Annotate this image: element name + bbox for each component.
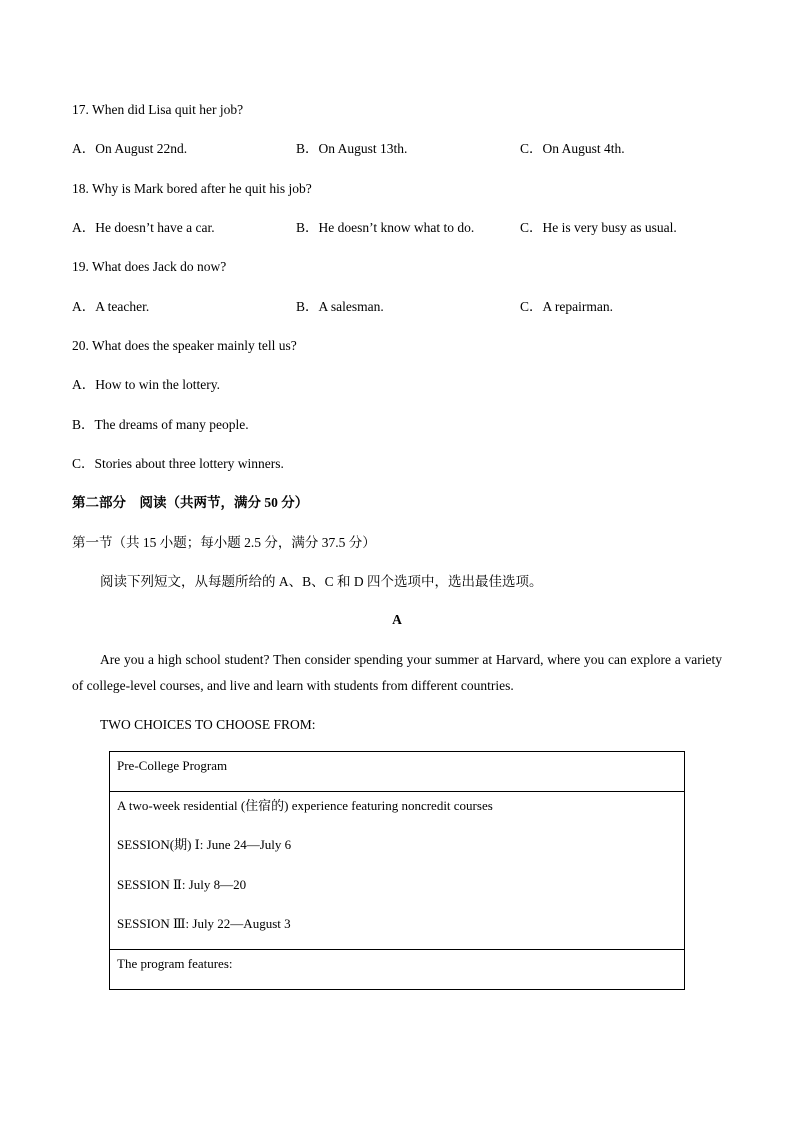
q17-option-a: A．On August 22nd.: [72, 141, 188, 156]
program-features: The program features:: [117, 956, 233, 971]
passage-intro: Are you a high school student? Then consider spending your summer at Harvard, where you can explore a variety of college-level courses, and live and learn with students from different countries.: [72, 652, 722, 693]
session-3: SESSION Ⅲ: July 22—August 3: [117, 916, 291, 931]
q20-option-b: B．The dreams of many people.: [72, 417, 249, 432]
q20-option-c: C．Stories about three lottery winners.: [72, 456, 284, 471]
q18-option-b: B．He doesn’t know what to do.: [296, 220, 475, 235]
q17-option-b: B．On August 13th.: [296, 141, 408, 156]
program-features-cell: [110, 950, 685, 990]
q18-option-c: C．He is very busy as usual.: [520, 220, 677, 235]
q19-option-a: A．A teacher.: [72, 299, 150, 314]
choices-heading: TWO CHOICES TO CHOOSE FROM:: [100, 717, 316, 732]
q19-option-b: B．A salesman.: [296, 299, 384, 314]
program-title: Pre-College Program: [117, 758, 228, 773]
q19-option-c: C．A repairman.: [520, 299, 613, 314]
instruction: 阅读下列短文，从每题所给的 A、B、C 和 D 四个选项中，选出最佳选项。: [100, 574, 543, 589]
program-title-cell: [110, 752, 685, 792]
session-2: SESSION Ⅱ: July 8—20: [117, 877, 247, 892]
passage-label: A: [392, 612, 402, 627]
program-description: A two-week residential (住宿的) experience featuring noncredit courses: [117, 798, 493, 813]
question-19: 19. What does Jack do now?: [72, 259, 227, 274]
question-17: 17. When did Lisa quit her job?: [72, 102, 244, 117]
program-details-cell: [110, 792, 685, 950]
section1-heading: 第一节（共 15 小题；每小题 2.5 分，满分 37.5 分）: [72, 535, 376, 550]
question-18: 18. Why is Mark bored after he quit his job?: [72, 181, 312, 196]
q20-option-a: A．How to win the lottery.: [72, 377, 220, 392]
program-table: [109, 751, 685, 990]
q17-option-c: C．On August 4th.: [520, 141, 625, 156]
q18-option-a: A．He doesn’t have a car.: [72, 220, 215, 235]
question-20: 20. What does the speaker mainly tell us?: [72, 338, 297, 353]
part2-heading: 第二部分 阅读（共两节，满分 50 分）: [72, 495, 309, 510]
session-1: SESSION(期) Ⅰ: June 24—July 6: [117, 837, 292, 852]
